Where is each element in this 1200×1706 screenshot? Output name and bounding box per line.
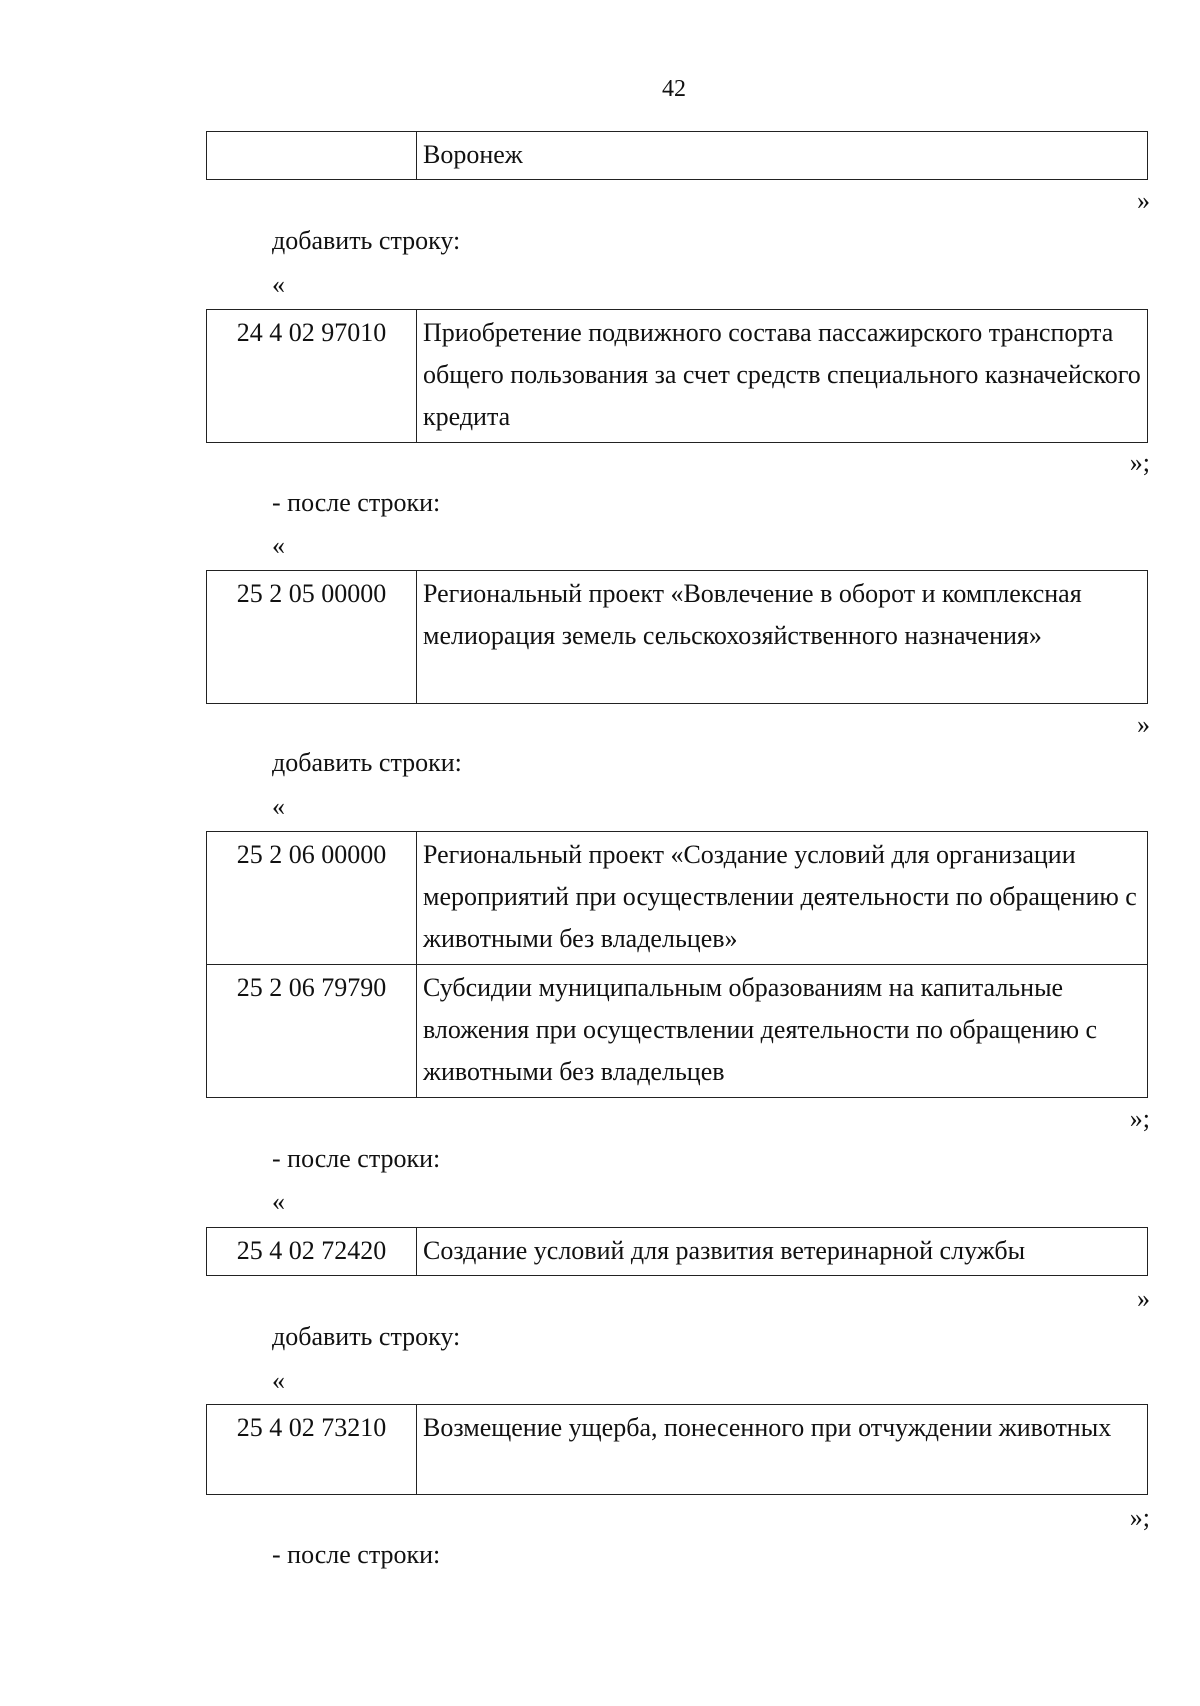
- description-cell: Создание условий для развития ветеринарной службы: [417, 1228, 1148, 1276]
- code-cell: 25 4 02 72420: [207, 1228, 417, 1276]
- table-row: [207, 310, 1148, 443]
- table-row: [207, 832, 1148, 965]
- table-row: [207, 1405, 1148, 1495]
- description-cell: Воронеж: [417, 132, 1148, 180]
- description-cell: Приобретение подвижного состава пассажирского транспорта общего пользования за счет средств специального казначейского кредита: [417, 310, 1148, 443]
- opening-quote: «: [272, 531, 285, 560]
- opening-quote: «: [272, 792, 285, 821]
- opening-quote: «: [272, 1366, 285, 1395]
- table-row: [207, 1228, 1148, 1276]
- code-cell: 25 2 05 00000: [207, 571, 417, 704]
- instruction-text: добавить строку:: [272, 226, 461, 255]
- table-row: [207, 571, 1148, 704]
- description-cell: Возмещение ущерба, понесенного при отчуждении животных: [417, 1405, 1148, 1495]
- code-cell: 25 2 06 79790: [207, 965, 417, 1098]
- opening-quote: «: [272, 1187, 285, 1216]
- code-cell: [207, 132, 417, 180]
- code-table: [206, 1227, 1148, 1276]
- opening-quote: «: [272, 270, 285, 299]
- code-table: [206, 831, 1148, 1098]
- description-cell: Региональный проект «Вовлечение в оборот и комплексная мелиорация земель сельскохозяйственного назначения»: [417, 571, 1148, 704]
- instruction-text: - после строки:: [272, 1540, 441, 1569]
- closing-quote: »: [1137, 710, 1150, 739]
- table-row: [207, 132, 1148, 180]
- instruction-text: - после строки:: [272, 488, 441, 517]
- instruction-text: добавить строки:: [272, 748, 462, 777]
- code-table: [206, 570, 1148, 704]
- code-cell: 24 4 02 97010: [207, 310, 417, 443]
- description-cell: Региональный проект «Создание условий для организации мероприятий при осуществлении деятельности по обращению с животными без владельцев»: [417, 832, 1148, 965]
- closing-quote: »: [1137, 186, 1150, 215]
- closing-quote: »;: [1129, 1104, 1150, 1133]
- instruction-text: - после строки:: [272, 1144, 441, 1173]
- description-cell: Субсидии муниципальным образованиям на капитальные вложения при осуществлении деятельности по обращению с животными без владельцев: [417, 965, 1148, 1098]
- code-table: [206, 1404, 1148, 1495]
- table-row: [207, 965, 1148, 1098]
- closing-quote: »;: [1129, 448, 1150, 477]
- closing-quote: »: [1137, 1284, 1150, 1313]
- code-table: [206, 309, 1148, 443]
- instruction-text: добавить строку:: [272, 1322, 461, 1351]
- code-cell: 25 2 06 00000: [207, 832, 417, 965]
- page-number: 42: [662, 76, 686, 102]
- code-cell: 25 4 02 73210: [207, 1405, 417, 1495]
- closing-quote: »;: [1129, 1503, 1150, 1532]
- code-table: [206, 131, 1148, 180]
